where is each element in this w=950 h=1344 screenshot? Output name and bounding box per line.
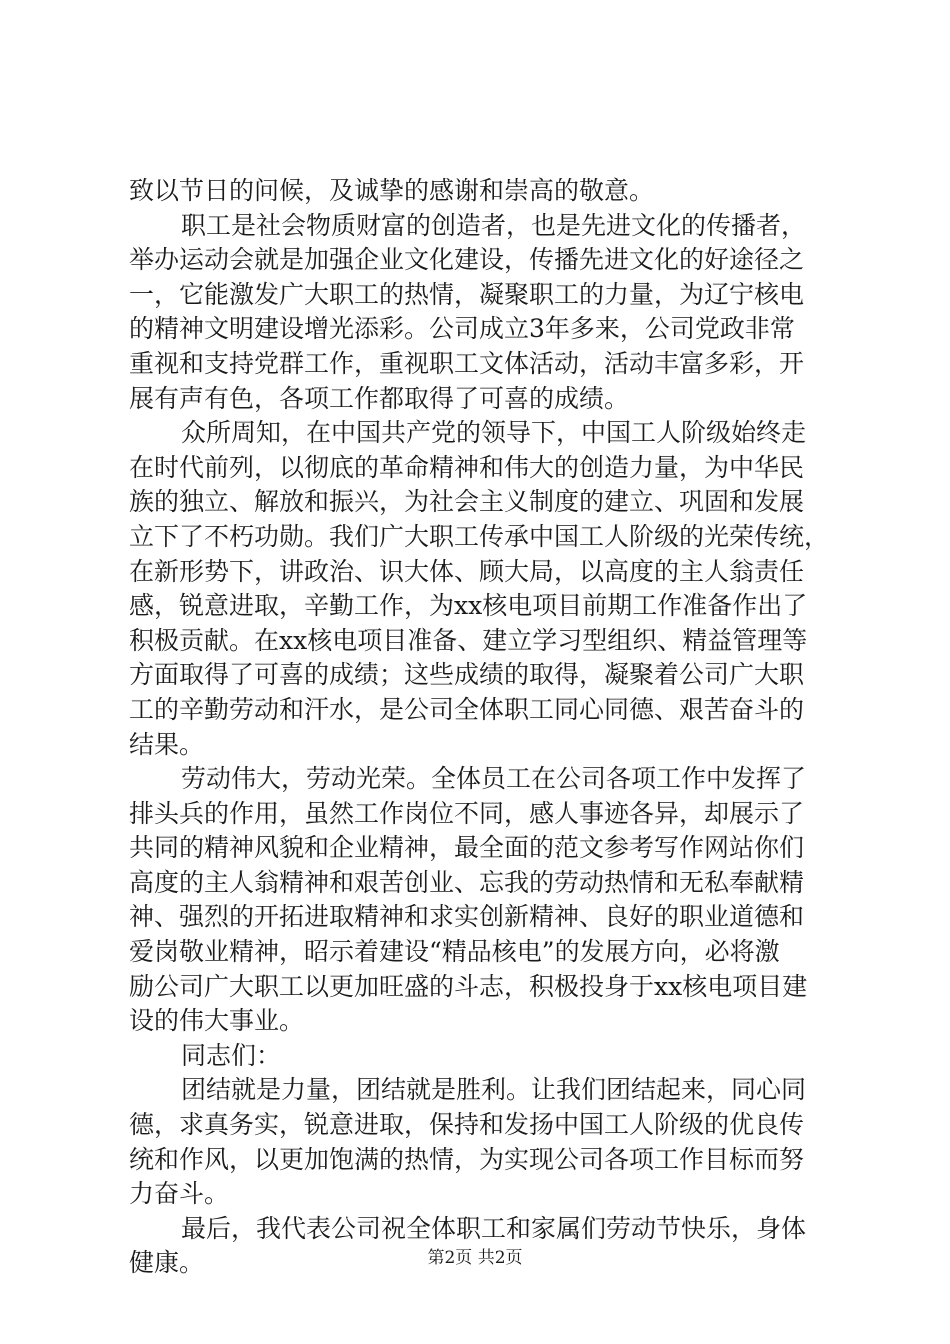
text-line: 劳动伟大，劳动光荣。全体员工在公司各项工作中发挥了 — [181, 764, 807, 794]
text-line: 积极贡献。在xx核电项目准备、建立学习型组织、精益管理等 — [129, 625, 808, 655]
text-line: 力奋斗。 — [129, 1179, 230, 1209]
text-line: 共同的精神风貌和企业精神，最全面的范文参考写作网站你们 — [129, 833, 805, 863]
text-line: 重视和支持党群工作，重视职工文体活动，活动丰富多彩，开 — [129, 348, 805, 378]
text-line: 团结就是力量，团结就是胜利。让我们团结起来，同心同 — [181, 1075, 807, 1105]
text-line: 展有声有色，各项工作都取得了可喜的成绩。 — [129, 383, 630, 413]
text-line: 高度的主人翁精神和艰苦创业、忘我的劳动热情和无私奉献精 — [129, 867, 805, 897]
text-line: 在新形势下，讲政治、识大体、顾大局，以高度的主人翁责任 — [129, 556, 805, 586]
text-line: 感，锐意进取，辛勤工作，为xx核电项目前期工作准备作出了 — [129, 591, 808, 621]
text-line: 众所周知，在中国共产党的领导下，中国工人阶级始终走 — [181, 418, 807, 448]
text-line: 工的辛勤劳动和汗水，是公司全体职工同心同德、艰苦奋斗的 — [129, 694, 805, 724]
text-line: 神、强烈的开拓进取精神和求实创新精神、良好的职业道德和 — [129, 902, 805, 932]
text-line: 排头兵的作用，虽然工作岗位不同，感人事迹各异，却展示了 — [129, 798, 805, 828]
text-line: 健康。 — [129, 1248, 205, 1278]
text-line: 爱岗敬业精神，昭示着建设“精品核电”的发展方向，必将激 — [129, 937, 780, 967]
text-line: 方面取得了可喜的成绩；这些成绩的取得，凝聚着公司广大职 — [129, 660, 805, 690]
text-line: 一，它能激发广大职工的热情，凝聚职工的力量，为辽宁核电 — [129, 279, 805, 309]
text-line: 同志们： — [181, 1040, 282, 1070]
text-line: 结果。 — [129, 729, 205, 759]
text-line: 德，求真务实，锐意进取，保持和发扬中国工人阶级的优良传 — [129, 1110, 805, 1140]
text-line: 最后，我代表公司祝全体职工和家属们劳动节快乐，身体 — [181, 1213, 807, 1243]
text-line: 在时代前列，以彻底的革命精神和伟大的创造力量，为中华民 — [129, 452, 805, 482]
text-line: 职工是社会物质财富的创造者，也是先进文化的传播者， — [181, 210, 807, 240]
text-line: 致以节日的问候，及诚挚的感谢和崇高的敬意。 — [129, 176, 655, 205]
document-body — [129, 174, 829, 1281]
page-footer: 第2页 共2页 — [427, 1248, 523, 1268]
text-line: 立下了不朽功勋。我们广大职工传承中国工人阶级的光荣传统， — [129, 521, 830, 551]
text-line: 的精神文明建设增光添彩。公司成立3年多来，公司党政非常 — [129, 314, 795, 344]
text-line: 族的独立、解放和振兴，为社会主义制度的建立、巩固和发展 — [129, 487, 805, 517]
text-line: 励公司广大职工以更加旺盛的斗志，积极投身于xx核电项目建 — [129, 971, 808, 1001]
text-line: 设的伟大事业。 — [129, 1006, 305, 1036]
text-line: 举办运动会就是加强企业文化建设，传播先进文化的好途径之 — [129, 245, 805, 275]
text-line: 统和作风，以更加饱满的热情，为实现公司各项工作目标而努 — [129, 1144, 805, 1174]
